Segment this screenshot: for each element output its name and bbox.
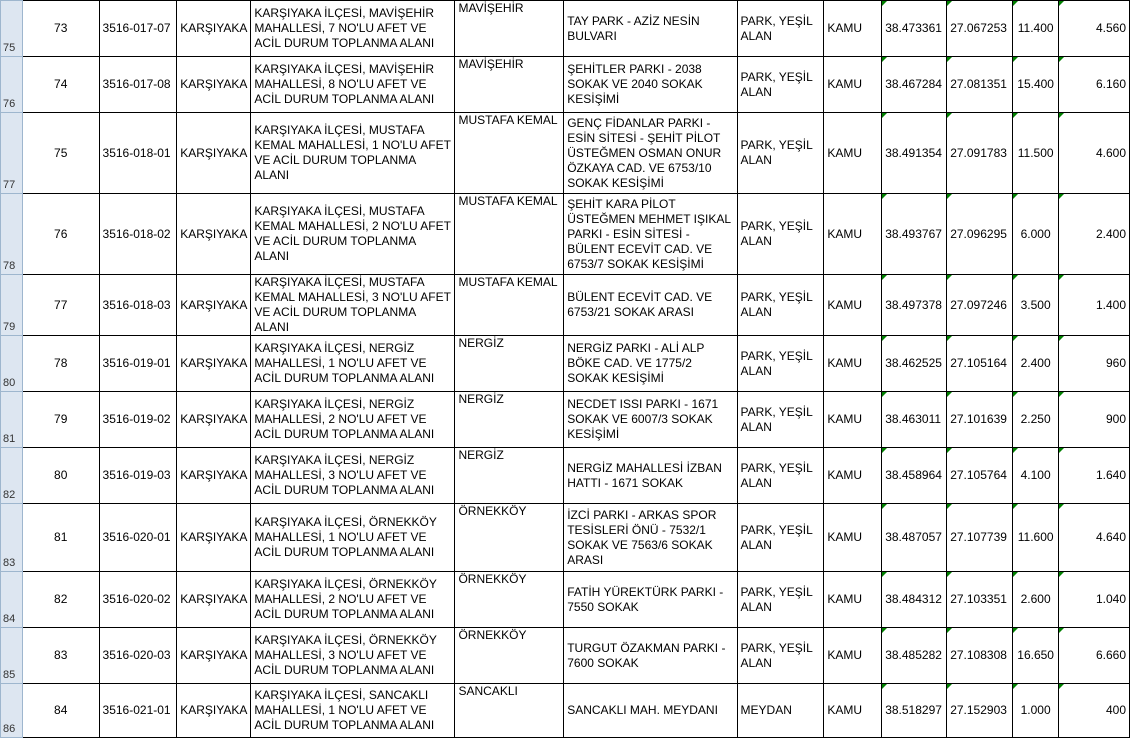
cell-location[interactable]: ŞEHİT KARA PİLOT ÜSTEĞMEN MEHMET IŞIKAL PARKI - ESİN SİTESİ - BÜLENT ECEVİT CAD. VE 6753/7 SOKAK KESİŞİMİ xyxy=(564,194,737,275)
table-row[interactable] xyxy=(1,57,1130,113)
cell-area-name[interactable]: KARŞIYAKA İLÇESİ, MAVİŞEHİR MAHALLESİ, 8 NO'LU AFET VE ACİL DURUM TOPLANMA ALANI xyxy=(251,57,455,113)
cell-area-name[interactable]: KARŞIYAKA İLÇESİ, ÖRNEKKÖY MAHALLESİ, 3 NO'LU AFET VE ACİL DURUM TOPLANMA ALANI xyxy=(251,628,455,684)
cell-area-name[interactable]: KARŞIYAKA İLÇESİ, NERGİZ MAHALLESİ, 1 NO'LU AFET VE ACİL DURUM TOPLANMA ALANI xyxy=(251,336,455,392)
cell-no[interactable]: 75 xyxy=(22,113,99,194)
cell-no[interactable]: 84 xyxy=(22,684,99,738)
cell-no[interactable]: 73 xyxy=(22,1,99,57)
cell-district[interactable]: KARŞIYAKA xyxy=(177,572,251,628)
cell-neighborhood[interactable]: ÖRNEKKÖY xyxy=(455,572,564,628)
cell-location[interactable]: SANCAKLI MAH. MEYDANI xyxy=(564,684,737,738)
cell-capacity[interactable]: 4.640 xyxy=(1059,504,1130,572)
cell-type[interactable]: PARK, YEŞİL ALAN xyxy=(737,336,824,392)
cell-latitude[interactable]: 38.467284 xyxy=(882,57,947,113)
cell-capacity[interactable]: 960 xyxy=(1059,336,1130,392)
cell-area[interactable]: 11.600 xyxy=(1013,504,1059,572)
table-row[interactable] xyxy=(1,392,1130,448)
cell-longitude[interactable]: 27.101639 xyxy=(947,392,1013,448)
cell-area-name[interactable]: KARŞIYAKA İLÇESİ, NERGİZ MAHALLESİ, 3 NO'LU AFET VE ACİL DURUM TOPLANMA ALANI xyxy=(251,448,455,504)
row-header[interactable]: 81 xyxy=(1,392,23,448)
cell-area-name[interactable]: KARŞIYAKA İLÇESİ, MUSTAFA KEMAL MAHALLESİ, 2 NO'LU AFET VE ACİL DURUM TOPLANMA ALANI xyxy=(251,194,455,275)
cell-ownership[interactable]: KAMU xyxy=(824,504,882,572)
cell-district[interactable]: KARŞIYAKA xyxy=(177,1,251,57)
cell-neighborhood[interactable]: MAVİŞEHİR xyxy=(455,1,564,57)
table-row[interactable] xyxy=(1,336,1130,392)
cell-longitude[interactable]: 27.105764 xyxy=(947,448,1013,504)
cell-area-name[interactable]: KARŞIYAKA İLÇESİ, SANCAKLI MAHALLESİ, 1 NO'LU AFET VE ACİL DURUM TOPLANMA ALANI xyxy=(251,684,455,738)
cell-longitude[interactable]: 27.067253 xyxy=(947,1,1013,57)
cell-area-name[interactable]: KARŞIYAKA İLÇESİ, MAVİŞEHİR MAHALLESİ, 7 NO'LU AFET VE ACİL DURUM TOPLANMA ALANI xyxy=(251,1,455,57)
cell-ownership[interactable]: KAMU xyxy=(824,336,882,392)
cell-location[interactable]: İZCİ PARKI - ARKAS SPOR TESİSLERİ ÖNÜ - 7532/1 SOKAK VE 7563/6 SOKAK ARASI xyxy=(564,504,737,572)
cell-location[interactable]: ŞEHİTLER PARKI - 2038 SOKAK VE 2040 SOKAK KESİŞİMİ xyxy=(564,57,737,113)
cell-neighborhood[interactable]: MUSTAFA KEMAL xyxy=(455,194,564,275)
cell-code[interactable]: 3516-018-02 xyxy=(99,194,177,275)
cell-area[interactable]: 6.000 xyxy=(1013,194,1059,275)
cell-code[interactable]: 3516-021-01 xyxy=(99,684,177,738)
cell-ownership[interactable]: KAMU xyxy=(824,684,882,738)
row-header[interactable]: 83 xyxy=(1,504,23,572)
cell-district[interactable]: KARŞIYAKA xyxy=(177,392,251,448)
cell-longitude[interactable]: 27.097246 xyxy=(947,275,1013,336)
cell-district[interactable]: KARŞIYAKA xyxy=(177,504,251,572)
cell-area[interactable]: 1.000 xyxy=(1013,684,1059,738)
cell-no[interactable]: 78 xyxy=(22,336,99,392)
cell-code[interactable]: 3516-018-01 xyxy=(99,113,177,194)
cell-neighborhood[interactable]: ÖRNEKKÖY xyxy=(455,628,564,684)
cell-district[interactable]: KARŞIYAKA xyxy=(177,194,251,275)
cell-neighborhood[interactable]: NERGİZ xyxy=(455,448,564,504)
cell-code[interactable]: 3516-020-03 xyxy=(99,628,177,684)
cell-capacity[interactable]: 2.400 xyxy=(1059,194,1130,275)
cell-longitude[interactable]: 27.081351 xyxy=(947,57,1013,113)
cell-no[interactable]: 74 xyxy=(22,57,99,113)
cell-area[interactable]: 16.650 xyxy=(1013,628,1059,684)
row-header[interactable]: 78 xyxy=(1,194,23,275)
cell-ownership[interactable]: KAMU xyxy=(824,57,882,113)
cell-longitude[interactable]: 27.091783 xyxy=(947,113,1013,194)
row-header[interactable]: 77 xyxy=(1,113,23,194)
cell-neighborhood[interactable]: MUSTAFA KEMAL xyxy=(455,113,564,194)
cell-area-name[interactable]: KARŞIYAKA İLÇESİ, MUSTAFA KEMAL MAHALLESİ, 3 NO'LU AFET VE ACİL DURUM TOPLANMA ALANI xyxy=(251,275,455,336)
cell-neighborhood[interactable]: NERGİZ xyxy=(455,336,564,392)
cell-type[interactable]: PARK, YEŞİL ALAN xyxy=(737,194,824,275)
cell-latitude[interactable]: 38.487057 xyxy=(882,504,947,572)
cell-longitude[interactable]: 27.108308 xyxy=(947,628,1013,684)
cell-code[interactable]: 3516-019-03 xyxy=(99,448,177,504)
cell-area[interactable]: 3.500 xyxy=(1013,275,1059,336)
table-row[interactable] xyxy=(1,684,1130,738)
cell-area[interactable]: 2.250 xyxy=(1013,392,1059,448)
cell-location[interactable]: NECDET ISSI PARKI - 1671 SOKAK VE 6007/3 SOKAK KESİŞİMİ xyxy=(564,392,737,448)
cell-ownership[interactable]: KAMU xyxy=(824,275,882,336)
cell-no[interactable]: 77 xyxy=(22,275,99,336)
cell-code[interactable]: 3516-019-02 xyxy=(99,392,177,448)
cell-capacity[interactable]: 1.400 xyxy=(1059,275,1130,336)
cell-no[interactable]: 83 xyxy=(22,628,99,684)
cell-longitude[interactable]: 27.096295 xyxy=(947,194,1013,275)
cell-area-name[interactable]: KARŞIYAKA İLÇESİ, ÖRNEKKÖY MAHALLESİ, 2 NO'LU AFET VE ACİL DURUM TOPLANMA ALANI xyxy=(251,572,455,628)
cell-ownership[interactable]: KAMU xyxy=(824,628,882,684)
cell-capacity[interactable]: 900 xyxy=(1059,392,1130,448)
cell-district[interactable]: KARŞIYAKA xyxy=(177,275,251,336)
cell-longitude[interactable]: 27.105164 xyxy=(947,336,1013,392)
cell-type[interactable]: PARK, YEŞİL ALAN xyxy=(737,275,824,336)
cell-code[interactable]: 3516-019-01 xyxy=(99,336,177,392)
cell-type[interactable]: PARK, YEŞİL ALAN xyxy=(737,1,824,57)
cell-no[interactable]: 76 xyxy=(22,194,99,275)
cell-ownership[interactable]: KAMU xyxy=(824,1,882,57)
cell-no[interactable]: 82 xyxy=(22,572,99,628)
cell-district[interactable]: KARŞIYAKA xyxy=(177,448,251,504)
cell-location[interactable]: FATİH YÜREKTÜRK PARKI - 7550 SOKAK xyxy=(564,572,737,628)
cell-no[interactable]: 81 xyxy=(22,504,99,572)
cell-neighborhood[interactable]: MAVİŞEHİR xyxy=(455,57,564,113)
cell-longitude[interactable]: 27.152903 xyxy=(947,684,1013,738)
cell-area[interactable]: 2.400 xyxy=(1013,336,1059,392)
cell-ownership[interactable]: KAMU xyxy=(824,448,882,504)
cell-location[interactable]: GENÇ FİDANLAR PARKI - ESİN SİTESİ - ŞEHİT PİLOT ÜSTEĞMEN OSMAN ONUR ÖZKAYA CAD. VE 6753/10 SOKAK KESİŞİMİ xyxy=(564,113,737,194)
cell-capacity[interactable]: 4.560 xyxy=(1059,1,1130,57)
cell-location[interactable]: TURGUT ÖZAKMAN PARKI - 7600 SOKAK xyxy=(564,628,737,684)
cell-type[interactable]: PARK, YEŞİL ALAN xyxy=(737,504,824,572)
cell-capacity[interactable]: 6.660 xyxy=(1059,628,1130,684)
cell-longitude[interactable]: 27.107739 xyxy=(947,504,1013,572)
table-row[interactable] xyxy=(1,572,1130,628)
cell-district[interactable]: KARŞIYAKA xyxy=(177,113,251,194)
cell-latitude[interactable]: 38.484312 xyxy=(882,572,947,628)
cell-capacity[interactable]: 6.160 xyxy=(1059,57,1130,113)
cell-location[interactable]: NERGİZ MAHALLESİ İZBAN HATTI - 1671 SOKAK xyxy=(564,448,737,504)
cell-area[interactable]: 15.400 xyxy=(1013,57,1059,113)
cell-latitude[interactable]: 38.458964 xyxy=(882,448,947,504)
cell-type[interactable]: PARK, YEŞİL ALAN xyxy=(737,113,824,194)
cell-latitude[interactable]: 38.491354 xyxy=(882,113,947,194)
cell-code[interactable]: 3516-018-03 xyxy=(99,275,177,336)
table-row[interactable] xyxy=(1,628,1130,684)
table-row[interactable] xyxy=(1,275,1130,336)
cell-capacity[interactable]: 1.040 xyxy=(1059,572,1130,628)
cell-area[interactable]: 2.600 xyxy=(1013,572,1059,628)
row-header[interactable]: 86 xyxy=(1,684,23,738)
cell-type[interactable]: PARK, YEŞİL ALAN xyxy=(737,57,824,113)
sheet-body xyxy=(1,1,1130,738)
cell-type[interactable]: PARK, YEŞİL ALAN xyxy=(737,448,824,504)
cell-area-name[interactable]: KARŞIYAKA İLÇESİ, NERGİZ MAHALLESİ, 2 NO'LU AFET VE ACİL DURUM TOPLANMA ALANI xyxy=(251,392,455,448)
cell-location[interactable]: TAY PARK - AZİZ NESİN BULVARI xyxy=(564,1,737,57)
cell-type[interactable]: PARK, YEŞİL ALAN xyxy=(737,572,824,628)
cell-area-name[interactable]: KARŞIYAKA İLÇESİ, ÖRNEKKÖY MAHALLESİ, 1 NO'LU AFET VE ACİL DURUM TOPLANMA ALANI xyxy=(251,504,455,572)
cell-code[interactable]: 3516-020-01 xyxy=(99,504,177,572)
cell-neighborhood[interactable]: MUSTAFA KEMAL xyxy=(455,275,564,336)
cell-latitude[interactable]: 38.518297 xyxy=(882,684,947,738)
cell-area-name[interactable]: KARŞIYAKA İLÇESİ, MUSTAFA KEMAL MAHALLESİ, 1 NO'LU AFET VE ACİL DURUM TOPLANMA ALANI xyxy=(251,113,455,194)
table-row[interactable] xyxy=(1,504,1130,572)
cell-type[interactable]: MEYDAN xyxy=(737,684,824,738)
cell-ownership[interactable]: KAMU xyxy=(824,572,882,628)
cell-district[interactable]: KARŞIYAKA xyxy=(177,684,251,738)
row-header[interactable]: 85 xyxy=(1,628,23,684)
table-row[interactable] xyxy=(1,448,1130,504)
cell-latitude[interactable]: 38.473361 xyxy=(882,1,947,57)
cell-ownership[interactable]: KAMU xyxy=(824,113,882,194)
cell-area[interactable]: 11.500 xyxy=(1013,113,1059,194)
cell-no[interactable]: 80 xyxy=(22,448,99,504)
cell-area[interactable]: 11.400 xyxy=(1013,1,1059,57)
cell-ownership[interactable]: KAMU xyxy=(824,194,882,275)
cell-neighborhood[interactable]: ÖRNEKKÖY xyxy=(455,504,564,572)
cell-code[interactable]: 3516-017-08 xyxy=(99,57,177,113)
row-header[interactable]: 75 xyxy=(1,1,23,57)
cell-district[interactable]: KARŞIYAKA xyxy=(177,336,251,392)
cell-neighborhood[interactable]: SANCAKLI xyxy=(455,684,564,738)
row-header[interactable]: 82 xyxy=(1,448,23,504)
row-header[interactable]: 79 xyxy=(1,275,23,336)
cell-code[interactable]: 3516-017-07 xyxy=(99,1,177,57)
cell-latitude[interactable]: 38.462525 xyxy=(882,336,947,392)
table-row[interactable] xyxy=(1,113,1130,194)
cell-district[interactable]: KARŞIYAKA xyxy=(177,57,251,113)
cell-latitude[interactable]: 38.463011 xyxy=(882,392,947,448)
cell-area[interactable]: 4.100 xyxy=(1013,448,1059,504)
cell-type[interactable]: PARK, YEŞİL ALAN xyxy=(737,628,824,684)
table-row[interactable] xyxy=(1,194,1130,275)
cell-district[interactable]: KARŞIYAKA xyxy=(177,628,251,684)
cell-latitude[interactable]: 38.485282 xyxy=(882,628,947,684)
cell-type[interactable]: PARK, YEŞİL ALAN xyxy=(737,392,824,448)
cell-no[interactable]: 79 xyxy=(22,392,99,448)
cell-capacity[interactable]: 4.600 xyxy=(1059,113,1130,194)
table-row[interactable] xyxy=(1,1,1130,57)
cell-latitude[interactable]: 38.493767 xyxy=(882,194,947,275)
cell-location[interactable]: NERGİZ PARKI - ALİ ALP BÖKE CAD. VE 1775/2 SOKAK KESİŞİMİ xyxy=(564,336,737,392)
cell-code[interactable]: 3516-020-02 xyxy=(99,572,177,628)
cell-latitude[interactable]: 38.497378 xyxy=(882,275,947,336)
cell-capacity[interactable]: 400 xyxy=(1059,684,1130,738)
row-header[interactable]: 84 xyxy=(1,572,23,628)
cell-ownership[interactable]: KAMU xyxy=(824,392,882,448)
cell-longitude[interactable]: 27.103351 xyxy=(947,572,1013,628)
row-header[interactable]: 80 xyxy=(1,336,23,392)
cell-capacity[interactable]: 1.640 xyxy=(1059,448,1130,504)
cell-neighborhood[interactable]: NERGİZ xyxy=(455,392,564,448)
cell-location[interactable]: BÜLENT ECEVİT CAD. VE 6753/21 SOKAK ARASI xyxy=(564,275,737,336)
row-header[interactable]: 76 xyxy=(1,57,23,113)
